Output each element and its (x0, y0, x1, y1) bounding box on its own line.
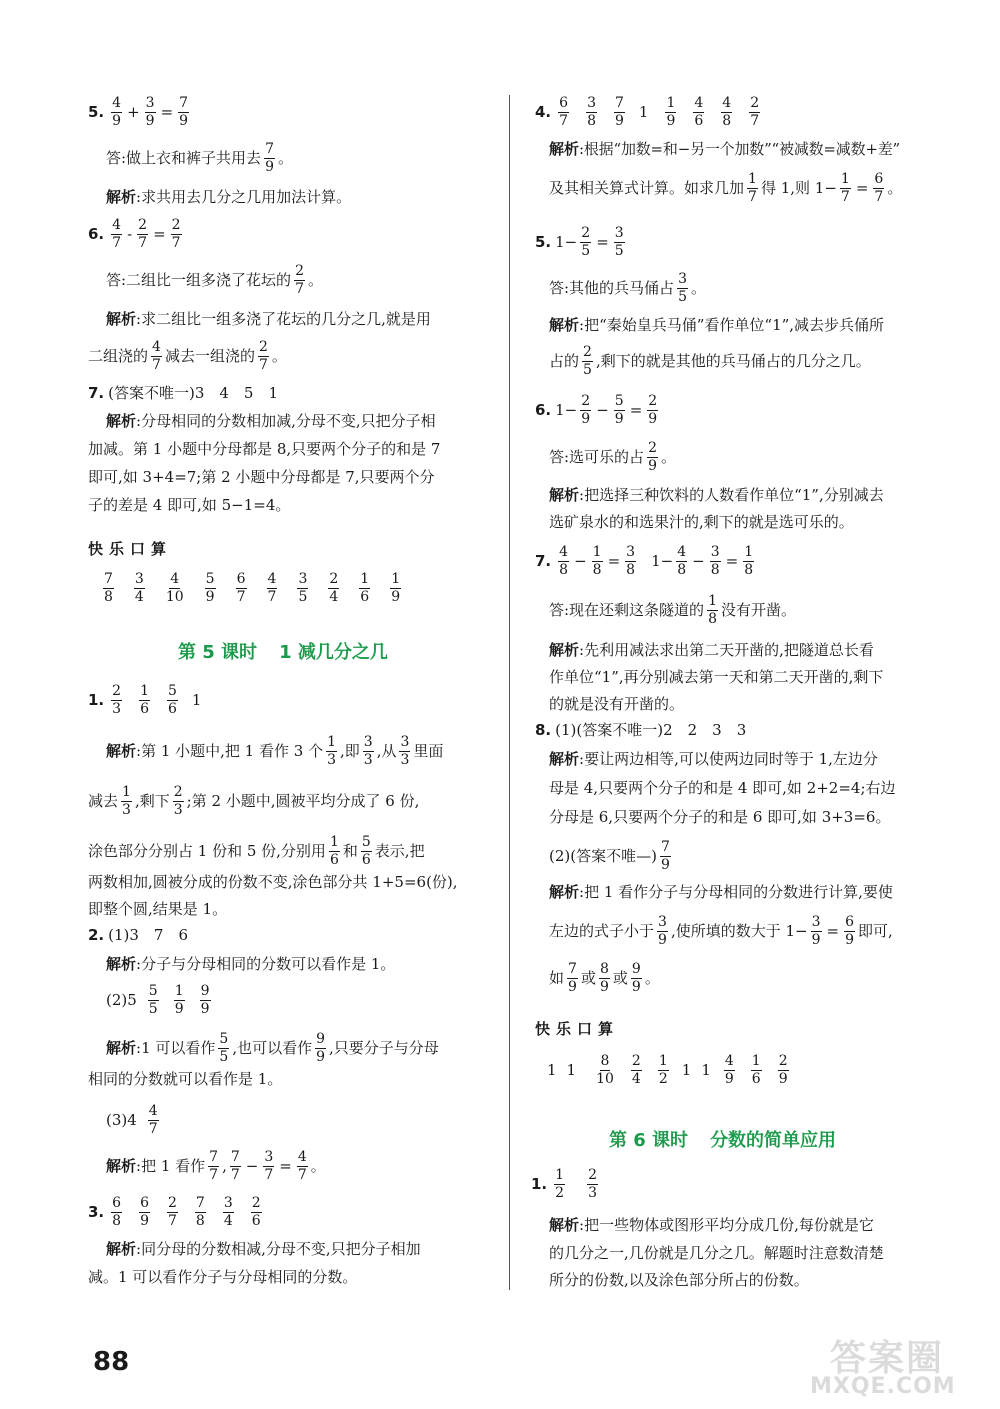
q7-analysis-line3: 即可,如 3+4=7;第 2 小题中分母都是 7,只要两个分 (88, 468, 435, 486)
fraction: 4 9 (112, 95, 122, 129)
rq7-answer: 答:现在还剩这条隧道的 1 8 没有开凿。 (549, 593, 796, 627)
rq8-part2: (2)(答案不唯—) 7 9 (549, 839, 670, 873)
rq6-equation: 6. 1− $\frac{2}{9}$ − $\frac{5}{9}$ = $\frac{2}{9}$ (535, 393, 658, 427)
fraction: 1 6 (360, 571, 370, 605)
q6-analysis-line1: 解析 :求二组比一组多浇了花坛的几分之几,就是用 (106, 310, 431, 328)
q7-answer: 7. (答案不唯一)3 4 5 1 (88, 384, 279, 402)
l1-analysis-line1: 解析 :第 1 小题中,把 1 看作 3 个 1 3 ,即 3 3 ,从 3 3 里面 (106, 734, 444, 768)
q7-analysis-line2: 加减。第 1 小题中分母都是 8,只要两个分子的和是 7 (88, 440, 441, 458)
q6-answer: 答:二组比一组多浇了花坛的 2 7 。 (106, 263, 323, 297)
rq8-analysis5: 左边的式子小于 3 9 ,使所填的数大于 1− $\frac{3}{9}$ = $\frac{6}{9}$ 即可, (549, 914, 893, 948)
l1-analysis-line2: 减去 1 3 ,剩下 2 3 ;第 2 小题中,圆被平均分成了 6 份, (88, 784, 420, 818)
rq6-analysis1: 解析 :把选择三种饮料的人数看作单位“1”,分别减去 (549, 486, 884, 504)
rq7-analysis3: 的就是没有开凿的。 (549, 695, 685, 713)
l2-analysis3: 解析 :把 1 看作 7 7 , 7 7 − $\frac{3}{7}$ = $\frac{4}{7}$ 。 (106, 1149, 326, 1183)
kuaile-fractions-right: 1 1 8 10 2 4 1 2 1 1 4 9 1 6 2 9 (547, 1053, 788, 1087)
rq6-analysis2: 选矿泉水的和选果汁的,剩下的就是选可乐的。 (549, 513, 854, 531)
fraction: 2 4 (329, 571, 339, 605)
fraction: 6 9 (140, 1195, 149, 1229)
fraction: 2 7 (167, 1195, 177, 1229)
l2-part1: 2. (1)3 7 6 (88, 926, 189, 944)
fraction: 1 6 (140, 683, 149, 717)
fraction: 1 9 (666, 95, 676, 129)
rq8-analysis2: 母是 4,只要两个分子的和是 4 即可,如 2+2=4;右边 (549, 779, 896, 797)
fraction: 4 8 (722, 95, 732, 129)
rq7-analysis2: 作单位“1”,再分别减去第一天和第二天开凿的,剩下 (549, 668, 884, 686)
answer-value: 1 (191, 690, 202, 709)
question-number: 5. (88, 102, 105, 121)
fraction: 4 7 (267, 571, 277, 605)
fraction: 1 9 (391, 571, 401, 605)
l2-analysis2: 解析 :1 可以看作 5 5 ,也可以看作 9 9 ,只要分子与分母 (106, 1031, 439, 1065)
l1-analysis-line3: 涂色部分分别占 1 份和 5 份,分别用 1 6 和 5 6 表示,把 (88, 834, 425, 868)
l1-analysis-line5: 即整个圆,结果是 1。 (88, 900, 228, 918)
fraction: 6 8 (112, 1195, 122, 1229)
rq4-answer: 4. 6 7 3 8 7 9 1 1 9 4 6 4 8 2 7 (535, 95, 760, 129)
fraction: 2 6 (251, 1195, 261, 1229)
q5-analysis: 解析 :求共用去几分之几用加法计算。 (106, 188, 352, 206)
r1-answer: 1. 1 2 2 3 (531, 1167, 597, 1201)
l3-answer: 3. 6 8 6 9 2 7 7 8 3 4 2 6 (88, 1195, 261, 1229)
fraction: $\frac{7}{9}$ (179, 95, 189, 129)
q7-analysis-line1: 解析 :分母相同的分数相加减,分母不变,只把分子相 (106, 412, 436, 430)
fraction: 1 9 (174, 983, 184, 1017)
kuaile-title: 快乐口算 (88, 540, 173, 558)
rq5-equation: 5. 1− $\frac{2}{5}$ = $\frac{3}{5}$ (535, 225, 624, 259)
rq4-analysis2: 及其相关算式计算。如求几加 1 7 得 1,则 1− $\frac{1}{7}$ = $\frac{6}{7}$ 。 (549, 171, 903, 205)
q5-equation: 5. 4 9 + $\frac{3}{9}$ = $\frac{7}{9}$ (88, 95, 189, 129)
rq8-analysis3: 分母是 6,只要两个分子的和是 6 即可,如 3+3=6。 (549, 808, 891, 826)
fraction: 7 9 (614, 95, 624, 129)
fraction: 5 5 (148, 983, 158, 1017)
r1-analysis2: 的几分之一,几份就是几分之几。解题时注意数清楚 (549, 1244, 884, 1262)
fraction: 5 9 (205, 571, 215, 605)
fraction: 3 8 (587, 95, 596, 129)
q5-answer: 答:做上衣和裤子共用去 7 9 。 (106, 141, 293, 175)
fraction: 3 5 (298, 571, 308, 605)
rq8-analysis6: 如 7 9 或 8 9 或 9 9 。 (549, 961, 660, 995)
rq7-analysis1: 解析 :先利用减法求出第二天开凿的,把隧道总长看 (549, 641, 874, 659)
l2-analysis1: 解析 :分子与分母相同的分数可以看作是 1。 (106, 955, 396, 973)
fraction: 9 9 (200, 983, 210, 1017)
rq5-analysis1: 解析 :把“秦始皇兵马俑”看作单位“1”,减去步兵俑所 (549, 316, 885, 334)
rq5-analysis2: 占的 2 5 ,剩下的就是其他的兵马俑占的几分之几。 (549, 344, 871, 378)
fraction: $\frac{3}{9}$ (145, 95, 155, 129)
l1-answer: 1. 2 3 1 6 5 6 1 (88, 683, 202, 717)
answer-value: 1 (638, 102, 649, 121)
rq6-answer: 答:选可乐的占 2 9 。 (549, 440, 676, 474)
fraction: 4 6 (694, 95, 704, 129)
kuaile-fractions (100, 572, 404, 604)
fraction: 3 4 (223, 1195, 233, 1229)
l3-analysis-line2: 减。1 可以看作分子与分母相同的分数。 (88, 1268, 358, 1286)
fraction: 7 8 (104, 571, 113, 605)
q6-equation: 6. 4 7 - $\frac{2}{7}$ = $\frac{2}{7}$ (88, 217, 181, 251)
kuaile-title-right: 快乐口算 (535, 1020, 620, 1038)
r1-analysis3: 所分的份数,以及涂色部分所占的份数。 (549, 1271, 809, 1289)
rq8-part1: 8. (1)(答案不唯一)2 2 3 3 (535, 721, 747, 739)
fraction: 7 8 (195, 1195, 205, 1229)
fraction: 4 10 (165, 571, 184, 605)
l2-analysis2-line2: 相同的分数就可以看作是 1。 (88, 1070, 283, 1088)
r1-analysis1: 解析 :把一些物体或图形平均分成几份,每份就是它 (549, 1216, 874, 1234)
page-number: 88 (93, 1347, 130, 1377)
l1-analysis-line4: 两数相加,圆被分成的份数不变,涂色部分共 1+5=6(份), (88, 873, 458, 891)
fraction: 6 7 (559, 95, 569, 129)
column-divider (509, 95, 510, 1290)
rq5-answer: 答:其他的兵马俑占 3 5 。 (549, 271, 706, 305)
rq4-analysis1: 解析 :根据“加数=和−另一个加数”“被减数=减数+差” (549, 140, 901, 158)
l2-part3: (3)4 4 7 (106, 1103, 158, 1137)
q6-analysis-line2: 二组浇的 4 7 减去一组浇的 2 7 。 (88, 339, 287, 373)
watermark-logo: 答案圈 MXQE.COM (810, 1338, 956, 1399)
fraction: 6 7 (236, 571, 246, 605)
q7-analysis-line4: 子的差是 4 即可,如 5−1=4。 (88, 496, 291, 514)
fraction: 5 6 (167, 683, 177, 717)
fraction: 2 3 (112, 683, 122, 717)
l3-analysis-line1: 解析 :同分母的分数相减,分母不变,只把分子相加 (106, 1240, 421, 1258)
rq8-analysis1: 解析 :要让两边相等,可以使两边同时等于 1,左边分 (549, 750, 878, 768)
rq7-equations: 7. 4 8 − $\frac{1}{8}$ = $\frac{3}{8}$ 1− $\frac{4}{8}$ − $\frac{3}{8}$ = $\frac{1}{8}$ (535, 544, 754, 578)
l2-part2: (2)5 5 5 1 9 9 9 (106, 983, 210, 1017)
rq8-analysis4: 解析 :把 1 看作分子与分母相同的分数进行计算,要使 (549, 883, 893, 901)
fraction: 3 4 (134, 571, 144, 605)
lesson-6-heading: 第 6 课时 分数的简单应用 (609, 1130, 837, 1151)
fraction: 2 7 (750, 95, 760, 129)
lesson-5-heading: 第 5 课时 1 减几分之几 (178, 642, 388, 663)
